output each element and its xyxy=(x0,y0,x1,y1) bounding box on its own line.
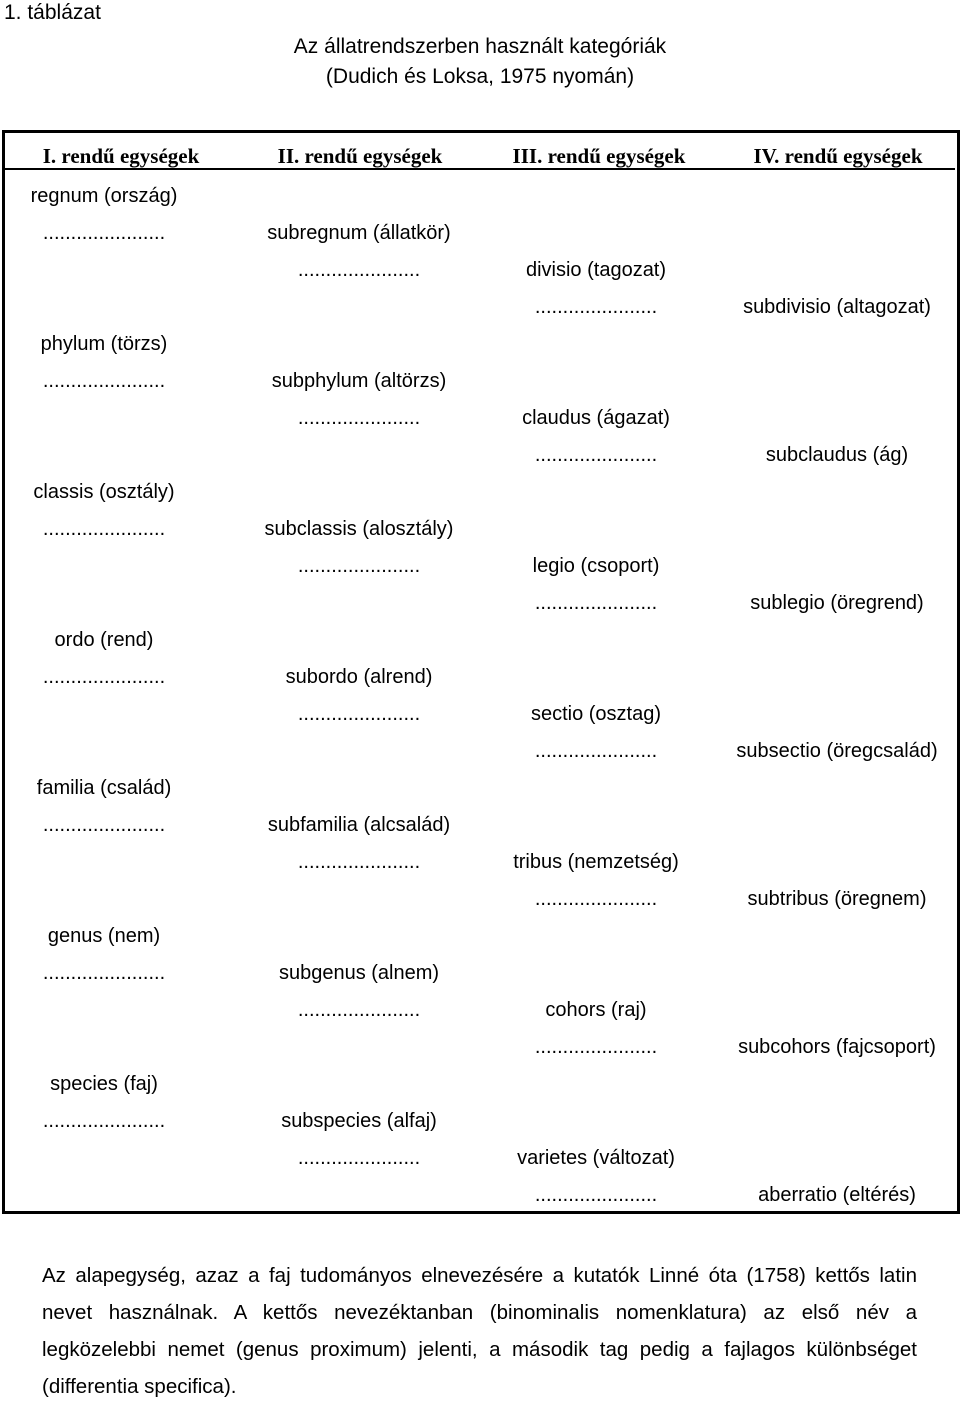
table-cell-r11-c2: ...................... xyxy=(534,592,658,614)
table-cell-r26-c1: ...................... xyxy=(297,1147,421,1169)
table-cell-r15-c3: subsectio (öregcsalád) xyxy=(736,740,938,762)
table-caption: 1. táblázat xyxy=(4,1,101,24)
table-cell-r19-c2: ...................... xyxy=(534,888,658,910)
table-cell-r5-c0: ...................... xyxy=(42,370,166,392)
table-cell-r0-c0: regnum (ország) xyxy=(30,185,178,207)
table-cell-r13-c0: ...................... xyxy=(42,666,166,688)
table-cell-r23-c2: ...................... xyxy=(534,1036,658,1058)
header-rank-4: IV. rendű egységek xyxy=(753,144,923,168)
table-cell-r3-c3: subdivisio (altagozat) xyxy=(743,296,931,318)
table-cell-r14-c1: ...................... xyxy=(297,703,421,725)
table-cell-r11-c3: sublegio (öregrend) xyxy=(750,592,924,614)
table-cell-r12-c0: ordo (rend) xyxy=(54,629,154,651)
header-rank-3: III. rendű egységek xyxy=(512,144,686,168)
table-cell-r16-c0: familia (család) xyxy=(36,777,172,799)
table-cell-r9-c1: subclassis (alosztály) xyxy=(264,518,454,540)
table-cell-r25-c1: subspecies (alfaj) xyxy=(281,1110,437,1132)
table-cell-r10-c2: legio (csoport) xyxy=(532,555,660,577)
table-cell-r27-c2: ...................... xyxy=(534,1184,658,1206)
table-cell-r10-c1: ...................... xyxy=(297,555,421,577)
table-cell-r13-c1: subordo (alrend) xyxy=(285,666,433,688)
table-title: Az állatrendszerben használt kategóriák xyxy=(293,35,667,58)
table-subtitle: (Dudich és Loksa, 1975 nyomán) xyxy=(325,65,635,88)
table-cell-r9-c0: ...................... xyxy=(42,518,166,540)
table-cell-r18-c2: tribus (nemzetség) xyxy=(513,851,679,873)
table-cell-r7-c3: subclaudus (ág) xyxy=(765,444,909,466)
header-rank-1: I. rendű egységek xyxy=(42,144,200,168)
table-cell-r26-c2: varietes (változat) xyxy=(517,1147,675,1169)
table-cell-r1-c0: ...................... xyxy=(42,222,166,244)
table-cell-r19-c3: subtribus (öregnem) xyxy=(747,888,927,910)
table-cell-r24-c0: species (faj) xyxy=(50,1073,158,1095)
table-cell-r21-c0: ...................... xyxy=(42,962,166,984)
table-cell-r4-c0: phylum (törzs) xyxy=(40,333,168,355)
table-cell-r20-c0: genus (nem) xyxy=(47,925,161,947)
table-cell-r6-c2: claudus (ágazat) xyxy=(522,407,670,429)
table-cell-r27-c3: aberratio (eltérés) xyxy=(758,1184,916,1206)
table-cell-r3-c2: ...................... xyxy=(534,296,658,318)
table-cell-r5-c1: subphylum (altörzs) xyxy=(271,370,447,392)
table-cell-r18-c1: ...................... xyxy=(297,851,421,873)
table-cell-r23-c3: subcohors (fajcsoport) xyxy=(738,1036,936,1058)
table-cell-r15-c2: ...................... xyxy=(534,740,658,762)
table-cell-r14-c2: sectio (osztag) xyxy=(530,703,662,725)
table-cell-r22-c2: cohors (raj) xyxy=(545,999,647,1021)
explanatory-paragraph: Az alapegység, azaz a faj tudományos elnevezésére a kutatók Linné óta (1758) kettős latin nevet használnak. A kettős nevezéktanban (binominalis nomenklatura) az első név a legközelebbi nemet (genus proximum) jelenti, a második tag pedig a fajlagos különbséget (differentia specifica). xyxy=(42,1264,917,1398)
table-cell-r25-c0: ...................... xyxy=(42,1110,166,1132)
table-cell-r2-c1: ...................... xyxy=(297,259,421,281)
table-cell-r1-c1: subregnum (állatkör) xyxy=(267,222,451,244)
table-cell-r17-c1: subfamilia (alcsalád) xyxy=(267,814,451,836)
table-cell-r2-c2: divisio (tagozat) xyxy=(525,259,667,281)
table-cell-r21-c1: subgenus (alnem) xyxy=(278,962,440,984)
table-cell-r7-c2: ...................... xyxy=(534,444,658,466)
header-rank-2: II. rendű egységek xyxy=(277,144,443,168)
table-cell-r6-c1: ...................... xyxy=(297,407,421,429)
table-cell-r22-c1: ...................... xyxy=(297,999,421,1021)
table-cell-r8-c0: classis (osztály) xyxy=(33,481,175,503)
table-cell-r17-c0: ...................... xyxy=(42,814,166,836)
